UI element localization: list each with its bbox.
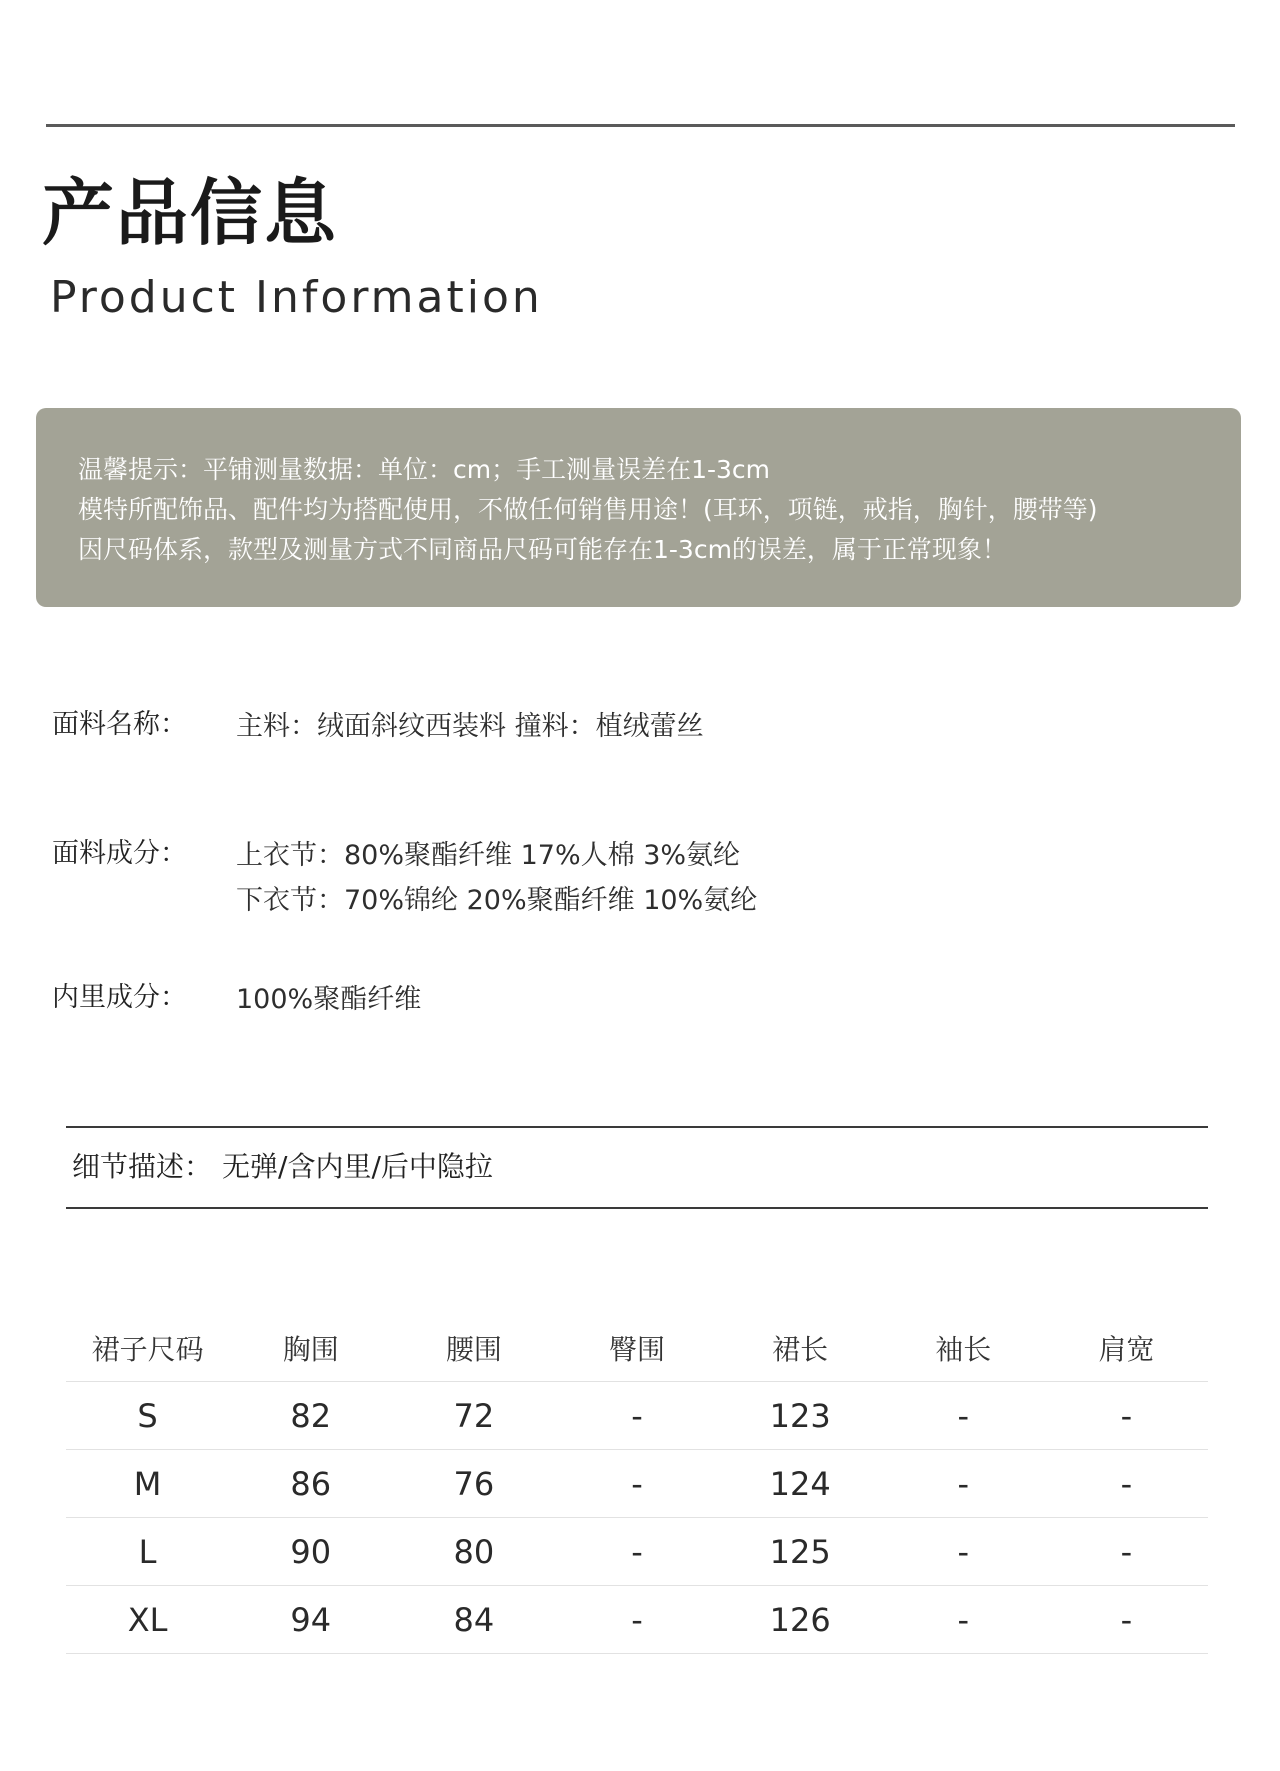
fabric-composition-top: 上衣节：80%聚酯纤维 17%人棉 3%氨纶	[236, 840, 741, 871]
fabric-name-label: 面料名称：	[52, 709, 187, 740]
table-cell: 86	[229, 1450, 392, 1518]
waist-column-header: 腰围	[392, 1315, 555, 1382]
page-subtitle: Product Information	[50, 272, 543, 323]
table-row	[66, 1450, 1208, 1518]
table-cell: -	[555, 1518, 718, 1586]
table-cell: -	[555, 1450, 718, 1518]
notice-line: 因尺码体系，款型及测量方式不同商品尺码可能存在1-3cm的误差，属于正常现象！	[78, 535, 1007, 564]
details-value: 无弹/含内里/后中隐拉	[222, 1150, 493, 1183]
table-cell: 125	[719, 1518, 882, 1586]
table-cell: 124	[719, 1450, 882, 1518]
hip-column-header: 臀围	[555, 1315, 718, 1382]
table-cell: -	[882, 1586, 1045, 1654]
table-cell: M	[66, 1450, 229, 1518]
size-column-header: 裙子尺码	[66, 1315, 229, 1382]
page-title: 产品信息	[42, 171, 339, 255]
fabric-composition-label: 面料成分：	[52, 838, 187, 869]
table-cell: -	[1045, 1518, 1208, 1586]
table-cell: 82	[229, 1382, 392, 1450]
table-cell: -	[1045, 1586, 1208, 1654]
table-cell: 94	[229, 1586, 392, 1654]
size-table-header-row	[66, 1315, 1208, 1382]
table-cell: 80	[392, 1518, 555, 1586]
table-cell: -	[1045, 1382, 1208, 1450]
fabric-name-value: 主料：绒面斜纹西装料 撞料：植绒蕾丝	[236, 711, 704, 742]
top-divider	[46, 124, 1235, 127]
shoulder-width-column-header: 肩宽	[1045, 1315, 1208, 1382]
table-cell: -	[555, 1586, 718, 1654]
table-cell: 126	[719, 1586, 882, 1654]
table-cell: 76	[392, 1450, 555, 1518]
sleeve-length-column-header: 袖长	[882, 1315, 1045, 1382]
table-cell: L	[66, 1518, 229, 1586]
table-cell: XL	[66, 1586, 229, 1654]
fabric-composition-bottom: 下衣节：70%锦纶 20%聚酯纤维 10%氨纶	[236, 885, 758, 916]
table-cell: -	[1045, 1450, 1208, 1518]
lining-label: 内里成分：	[52, 982, 187, 1013]
notice-line: 温馨提示：平铺测量数据：单位：cm；手工测量误差在1-3cm	[78, 455, 771, 484]
table-cell: 123	[719, 1382, 882, 1450]
table-row	[66, 1518, 1208, 1586]
details-top-divider	[66, 1126, 1208, 1128]
table-cell: -	[882, 1450, 1045, 1518]
table-cell: 90	[229, 1518, 392, 1586]
table-cell: -	[555, 1382, 718, 1450]
notice-line: 模特所配饰品、配件均为搭配使用，不做任何销售用途！(耳环，项链，戒指，胸针，腰带等)	[78, 495, 1098, 524]
details-label: 细节描述：	[72, 1150, 213, 1183]
table-cell: 84	[392, 1586, 555, 1654]
table-cell: S	[66, 1382, 229, 1450]
table-row	[66, 1586, 1208, 1654]
bust-column-header: 胸围	[229, 1315, 392, 1382]
table-row	[66, 1382, 1208, 1450]
details-row	[72, 1147, 493, 1187]
table-cell: -	[882, 1382, 1045, 1450]
lining-value: 100%聚酯纤维	[236, 984, 422, 1015]
table-cell: 72	[392, 1382, 555, 1450]
notice-box	[36, 408, 1241, 607]
table-cell: -	[882, 1518, 1045, 1586]
details-bottom-divider	[66, 1207, 1208, 1209]
size-table	[66, 1315, 1208, 1654]
skirt-length-column-header: 裙长	[719, 1315, 882, 1382]
